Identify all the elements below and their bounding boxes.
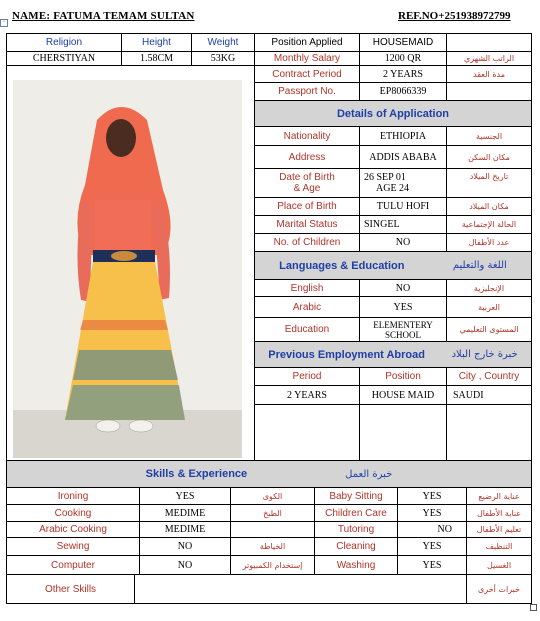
sewing-value: NO: [139, 537, 231, 556]
weight-label: Weight: [191, 33, 255, 52]
tutoring-value: NO: [397, 521, 467, 538]
cooking-label: Cooking: [6, 504, 140, 522]
education-value: [359, 317, 447, 342]
cleaning-value: YES: [397, 537, 467, 556]
arabic-cooking-label: Arabic Cooking: [6, 521, 140, 538]
age-value: AGE 24: [376, 183, 410, 194]
sewing-arabic: الخياطة: [230, 537, 315, 556]
baby-sitting-arabic: عناية الرضيع: [466, 487, 532, 505]
children-label: No. of Children: [254, 233, 360, 252]
candidate-name: NAME: FATUMA TEMAM SULTAN: [12, 10, 195, 22]
arabic-cooking-arabic: [230, 521, 315, 538]
salary-arabic: الراتب الشهري: [446, 51, 532, 66]
skills-title-arabic: خبرة العمل: [345, 468, 393, 480]
cooking-value: MEDIME: [139, 504, 231, 522]
english-label: English: [254, 279, 360, 297]
employment-country-value: SAUDI: [446, 385, 532, 405]
marital-status-label: Marital Status: [254, 215, 360, 234]
height-value: 1.58CM: [121, 51, 192, 66]
other-skills-label: Other Skills: [6, 574, 135, 604]
reference-number: REF.NO+251938972799: [398, 10, 511, 22]
arabic-arabic: العربية: [446, 296, 532, 318]
employment-title-arabic: خبرة خارج البلاد: [451, 349, 518, 360]
address-arabic: مكان السكن: [446, 145, 532, 169]
washing-value: YES: [397, 555, 467, 575]
skills-section-header: [6, 460, 532, 488]
empty-cell: [446, 33, 532, 52]
place-of-birth-value: TULU HOFI: [359, 197, 447, 216]
children-arabic: عدد الأطفال: [446, 233, 532, 252]
education-arabic: المستوى التعليمي: [446, 317, 532, 342]
empty-cell: [254, 404, 360, 461]
computer-arabic: إستخدام الكمبيوتر: [230, 555, 315, 575]
weight-value: 53KG: [191, 51, 255, 66]
sewing-label: Sewing: [6, 537, 140, 556]
table-anchor-icon: +: [0, 19, 8, 27]
ironing-value: YES: [139, 487, 231, 505]
languages-section-header: [254, 251, 532, 280]
english-value: NO: [359, 279, 447, 297]
address-label: Address: [254, 145, 360, 169]
arabic-label: Arabic: [254, 296, 360, 318]
dob-label: [254, 168, 360, 198]
employment-period-value: 2 YEARS: [254, 385, 360, 405]
arabic-value: YES: [359, 296, 447, 318]
nationality-arabic: الجنسية: [446, 126, 532, 146]
baby-sitting-value: YES: [397, 487, 467, 505]
children-value: NO: [359, 233, 447, 252]
languages-title-arabic: اللغة والتعليم: [452, 260, 507, 271]
dob-arabic: تاريخ الميلاد: [446, 168, 532, 198]
empty-cell: [446, 82, 532, 101]
contract-value: 2 YEARS: [359, 65, 447, 83]
dob-value: [359, 168, 447, 198]
arabic-cooking-value: MEDIME: [139, 521, 231, 538]
position-applied-value: HOUSEMAID: [359, 33, 447, 52]
skills-title: Skills & Experience: [145, 468, 248, 480]
languages-title: Languages & Education: [279, 259, 405, 272]
nationality-value: ETHIOPIA: [359, 126, 447, 146]
contract-arabic: مدة العقد: [446, 65, 532, 83]
place-of-birth-label: Place of Birth: [254, 197, 360, 216]
tutoring-arabic: تعليم الأطفال: [466, 521, 532, 538]
education-value-line2: SCHOOL: [384, 329, 421, 340]
employment-section-header: [254, 341, 532, 368]
other-skills-arabic: خبرات أخرى: [466, 574, 532, 604]
salary-value: 1200 QR: [359, 51, 447, 66]
table-resize-handle-icon: [530, 604, 537, 611]
children-care-label: Children Care: [314, 504, 398, 522]
children-care-arabic: عناية الأطفال: [466, 504, 532, 522]
english-arabic: الإنجليزية: [446, 279, 532, 297]
religion-value: CHERSTIYAN: [6, 51, 122, 66]
cleaning-label: Cleaning: [314, 537, 398, 556]
period-column-header: Period: [254, 367, 360, 386]
empty-cell: [359, 404, 447, 461]
nationality-label: Nationality: [254, 126, 360, 146]
salary-label: Monthly Salary: [254, 51, 360, 66]
employment-title: Previous Employment Abroad: [268, 348, 425, 361]
empty-cell: [446, 404, 532, 461]
computer-label: Computer: [6, 555, 140, 575]
candidate-photo-illustration: [13, 80, 242, 458]
height-label: Height: [121, 33, 192, 52]
ironing-arabic: الكوى: [230, 487, 315, 505]
cooking-arabic: الطبخ: [230, 504, 315, 522]
position-applied-label: Position Applied: [254, 33, 360, 52]
passport-label: Passport No.: [254, 82, 360, 101]
baby-sitting-label: Baby Sitting: [314, 487, 398, 505]
address-value: ADDIS ABABA: [359, 145, 447, 169]
cleaning-arabic: التنظيف: [466, 537, 532, 556]
washing-arabic: الغسيل: [466, 555, 532, 575]
ironing-label: Ironing: [6, 487, 140, 505]
position-column-header: Position: [359, 367, 447, 386]
dob-label-line1: Date of Birth: [279, 172, 335, 183]
passport-value: EP8066339: [359, 82, 447, 101]
washing-label: Washing: [314, 555, 398, 575]
education-value-line1: ELEMENTERY: [373, 319, 433, 330]
tutoring-label: Tutoring: [314, 521, 398, 538]
other-skills-value: [134, 574, 467, 604]
employment-position-value: HOUSE MAID: [359, 385, 447, 405]
marital-status-value: SINGEL: [359, 215, 447, 234]
dob-value-line1: 26 SEP 01: [364, 172, 406, 183]
contract-label: Contract Period: [254, 65, 360, 83]
city-country-column-header: City , Country: [446, 367, 532, 386]
dob-label-line2: & Age: [293, 183, 321, 194]
children-care-value: YES: [397, 504, 467, 522]
details-section-header: Details of Application: [254, 100, 532, 127]
education-label: Education: [254, 317, 360, 342]
candidate-photo: [13, 80, 242, 458]
computer-value: NO: [139, 555, 231, 575]
place-of-birth-arabic: مكان الميلاد: [446, 197, 532, 216]
marital-status-arabic: الحالة الإجتماعية: [446, 215, 532, 234]
religion-label: Religion: [6, 33, 122, 52]
